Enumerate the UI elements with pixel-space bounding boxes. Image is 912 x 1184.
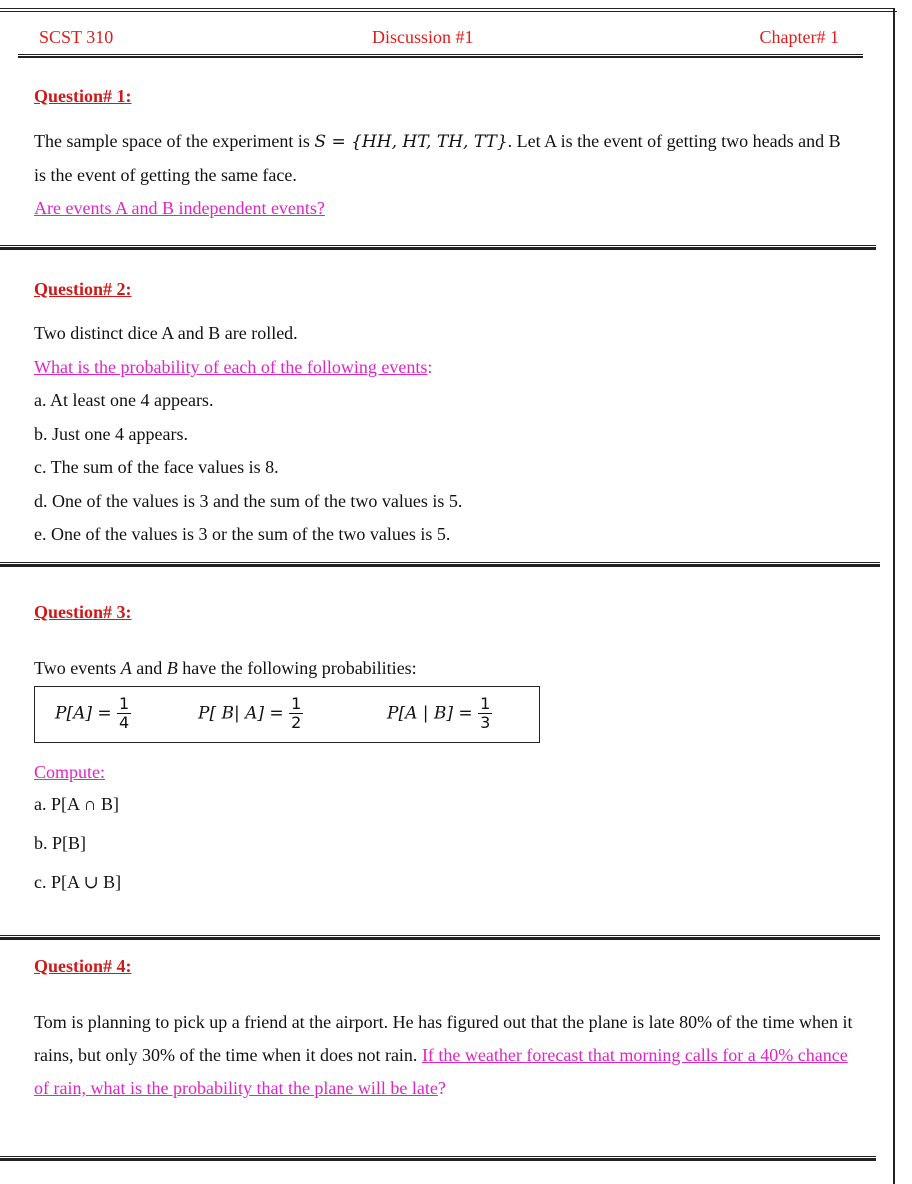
question-1-text <box>34 125 854 225</box>
question-1-ask: Are events A and B independent events? <box>34 198 325 218</box>
section-divider <box>0 935 880 940</box>
question-3-intro-end: have the following probabilities: <box>177 658 417 678</box>
list-item: b. Just one 4 appears. <box>34 424 188 444</box>
question-3-intro-and: and <box>131 658 167 678</box>
question-3-title: Question# 3: <box>34 602 132 622</box>
question-1-title: Question# 1: <box>34 86 132 106</box>
fraction <box>478 695 492 732</box>
list-item: e. One of the values is 3 or the sum of the two values is 5. <box>34 524 451 544</box>
fraction-denominator: 2 <box>291 713 302 732</box>
fraction-denominator: 3 <box>480 713 491 732</box>
fraction-numerator: 1 <box>480 694 491 713</box>
prob-expression <box>55 695 131 732</box>
header-divider <box>18 54 863 58</box>
question-4-statement: Tom is planning to pick up a friend at the airport. He has figured out that the plane is late 80% of the time when it rains, but only 30% of the time when it does not rain. <box>34 1012 853 1065</box>
fraction-numerator: 1 <box>291 694 302 713</box>
question-2-ask-text: What is the probability of each of the following events <box>34 357 428 377</box>
section-divider <box>0 245 876 250</box>
compute-label <box>34 762 105 783</box>
question-1-text-start: The sample space of the experiment is <box>34 131 315 151</box>
fraction-denominator: 4 <box>119 713 130 732</box>
discussion-title: Discussion #1 <box>372 27 474 47</box>
list-item: c. P[A ∪ B] <box>34 872 122 892</box>
section-divider <box>0 1156 876 1161</box>
page-header <box>39 27 839 51</box>
fraction <box>117 695 131 732</box>
course-code: SCST 310 <box>39 27 114 47</box>
question-2-intro: Two distinct dice A and B are rolled. <box>34 323 298 343</box>
question-3-intro-start: Two events <box>34 658 121 678</box>
question-4-title: Question# 4: <box>34 956 132 976</box>
question-2-ask <box>34 357 432 378</box>
probabilities-box <box>34 686 540 743</box>
prob-label: P[ B| A] = <box>198 703 290 724</box>
event-b: B <box>166 658 178 678</box>
prob-label: P[A] = <box>55 703 118 724</box>
prob-expression <box>198 695 303 732</box>
list-item: d. One of the values is 3 and the sum of the two values is 5. <box>34 491 463 511</box>
compute-text: Compute: <box>34 762 105 782</box>
question-2-title: Question# 2: <box>34 279 132 299</box>
list-item: c. The sum of the face values is 8. <box>34 457 279 477</box>
list-item: b. P[B] <box>34 833 87 853</box>
sample-space: S = {HH, HT, TH, TT} <box>314 132 508 152</box>
prob-expression <box>387 695 492 732</box>
list-item: a. At least one 4 appears. <box>34 390 214 410</box>
question-4-ask: If the weather forecast that morning calls for a 40% chance of rain, what is the probability that the plane will be late <box>34 1045 848 1098</box>
list-item: a. P[A ∩ B] <box>34 794 119 814</box>
prob-label: P[A | B] = <box>387 703 479 724</box>
question-2-ask-colon: : <box>427 357 433 377</box>
question-1-text-end: . Let A is the event of getting two heads and B is the event of getting the same face. <box>34 131 841 185</box>
question-4-text <box>34 1006 854 1105</box>
question-3-intro <box>34 658 417 679</box>
chapter-label: Chapter# 1 <box>759 27 839 47</box>
section-divider <box>0 562 880 567</box>
fraction <box>289 695 303 732</box>
event-a: A <box>120 658 132 678</box>
question-4-ask-end: ? <box>437 1078 446 1098</box>
fraction-numerator: 1 <box>119 694 130 713</box>
